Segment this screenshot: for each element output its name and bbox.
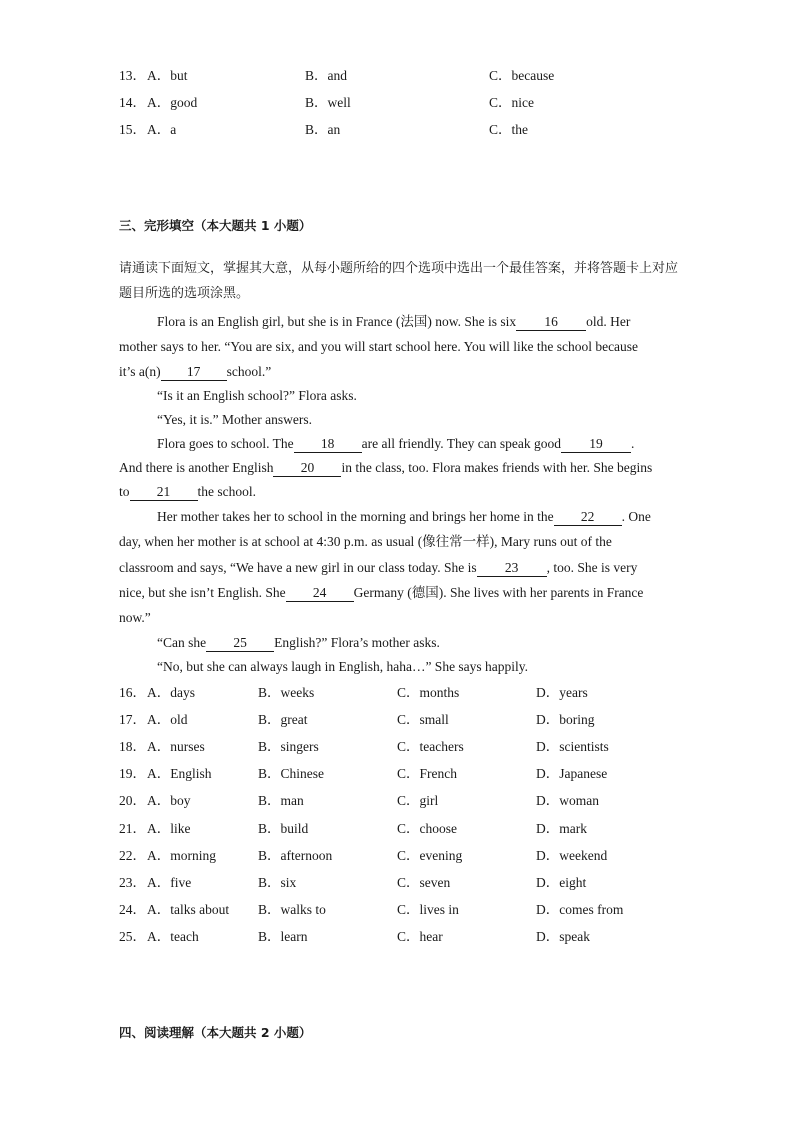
passage-line: “Is it an English school?” Flora asks.: [157, 388, 357, 403]
passage-line: to 21 the school.: [119, 484, 257, 499]
option-d: D．mark: [536, 820, 587, 836]
passage-line: it’s a(n) 17 school.”: [119, 364, 272, 379]
section-heading-reading: 四、阅读理解（本大题共 2 小题）: [119, 1025, 312, 1040]
question-number: 16．: [119, 685, 146, 700]
option-b: B．great: [258, 712, 308, 728]
option-row-14: [119, 94, 579, 112]
option-b: B．man: [258, 793, 304, 809]
option-d: D．speak: [536, 928, 590, 944]
option-c: C．teachers: [397, 739, 464, 755]
question-number: 25．: [119, 928, 146, 944]
option-c: C．because: [489, 68, 555, 83]
option-a: A．teach: [147, 928, 199, 944]
passage-line: Flora is an English girl, but she is in France (法国) now. She is six 16 old. Her: [157, 314, 631, 329]
option-row-24: [119, 901, 679, 919]
passage-line: Her mother takes her to school in the morning and brings her home in the 22 . One: [157, 509, 651, 524]
option-a: A．good: [147, 95, 198, 110]
option-a: A．a: [147, 122, 177, 137]
passage-line: classroom and says, “We have a new girl in our class today. She is 23 , too. She is very: [119, 560, 638, 575]
option-a: A．but: [147, 68, 188, 83]
option-a: A．days: [147, 685, 195, 700]
blank-18: 18: [294, 436, 362, 453]
option-b: B．walks to: [258, 901, 326, 917]
option-row-19: [119, 765, 679, 783]
option-row-25: [119, 928, 679, 946]
option-row-21: [119, 820, 679, 838]
option-b: B．Chinese: [258, 766, 324, 782]
question-number: 21．: [119, 820, 146, 836]
option-c: C．the: [489, 122, 528, 137]
passage-line: now.”: [119, 610, 151, 625]
question-number: 14．: [119, 95, 146, 110]
option-row-15: [119, 121, 579, 139]
option-row-18: [119, 738, 679, 756]
option-row-23: [119, 874, 679, 892]
option-b: B．weeks: [258, 685, 315, 700]
blank-22: 22: [554, 509, 622, 526]
option-b: B．build: [258, 820, 309, 836]
option-d: D．Japanese: [536, 766, 608, 782]
passage-line: Flora goes to school. The 18 are all friendly. They can speak good 19 .: [157, 436, 635, 451]
option-a: A．like: [147, 820, 191, 836]
cloze-instruction: 请通读下面短文，掌握其大意，从每小题所给的四个选项中选出一个最佳答案，并将答题卡上对应题目所选的选项涂黑。: [119, 261, 679, 301]
blank-19: 19: [561, 436, 631, 453]
blank-17: 17: [161, 364, 227, 381]
option-a: A．old: [147, 712, 188, 728]
passage-line: “Can she 25 English?” Flora’s mother asks.: [157, 635, 440, 650]
option-c: C．French: [397, 766, 457, 782]
option-row-13: [119, 67, 579, 85]
question-number: 23．: [119, 874, 146, 890]
question-number: 18．: [119, 739, 146, 755]
option-a: A．morning: [147, 847, 216, 863]
question-number: 13．: [119, 68, 146, 83]
option-b: B．singers: [258, 739, 319, 755]
option-c: C．small: [397, 712, 449, 728]
blank-23: 23: [477, 560, 547, 577]
blank-25: 25: [206, 635, 274, 652]
option-a: A．talks about: [147, 901, 230, 917]
option-row-20: [119, 792, 679, 810]
option-c: C．choose: [397, 820, 457, 836]
question-number: 19．: [119, 766, 146, 782]
question-number: 20．: [119, 793, 146, 809]
option-row-22: [119, 847, 679, 865]
option-c: C．lives in: [397, 901, 459, 917]
section-heading-cloze: 三、完形填空（本大题共 1 小题）: [119, 218, 312, 233]
option-c: C．seven: [397, 874, 451, 890]
passage-line: “No, but she can always laugh in English, haha…” She says happily.: [157, 659, 529, 674]
option-a: A．five: [147, 874, 192, 890]
option-d: D．weekend: [536, 847, 608, 863]
blank-20: 20: [273, 460, 341, 477]
passage-line: And there is another English 20 in the class, too. Flora makes friends with her. She begins: [119, 460, 653, 475]
option-c: C．hear: [397, 928, 443, 944]
option-d: D．eight: [536, 874, 587, 890]
option-d: D．scientists: [536, 739, 609, 755]
passage-line: day, when her mother is at school at 4:30 p.m. as usual (像往常一样), Mary runs out of the: [119, 534, 612, 549]
option-b: B．well: [305, 95, 351, 110]
question-number: 22．: [119, 847, 146, 863]
blank-24: 24: [286, 585, 354, 602]
option-b: B．six: [258, 874, 297, 890]
option-d: D．woman: [536, 793, 599, 809]
option-b: B．and: [305, 68, 347, 83]
option-c: C．evening: [397, 847, 463, 863]
option-d: D．years: [536, 685, 588, 700]
passage-line: nice, but she isn’t English. She 24 Germany (德国). She lives with her parents in France: [119, 585, 644, 600]
option-b: B．an: [305, 122, 341, 137]
option-a: A．English: [147, 766, 212, 782]
option-row-17: [119, 711, 679, 729]
option-a: A．nurses: [147, 739, 205, 755]
option-row-16: [119, 684, 679, 702]
option-c: C．months: [397, 685, 460, 700]
option-b: B．afternoon: [258, 847, 333, 863]
option-c: C．nice: [489, 95, 534, 110]
option-d: D．comes from: [536, 901, 624, 917]
option-b: B．learn: [258, 928, 308, 944]
passage-line: mother says to her. “You are six, and you will start school here. You will like the school because: [119, 339, 639, 354]
question-number: 17．: [119, 712, 146, 728]
blank-16: 16: [516, 314, 586, 331]
option-d: D．boring: [536, 712, 595, 728]
question-number: 15．: [119, 122, 146, 137]
blank-21: 21: [130, 484, 198, 501]
option-c: C．girl: [397, 793, 439, 809]
question-number: 24．: [119, 901, 146, 917]
passage-line: “Yes, it is.” Mother answers.: [157, 412, 312, 427]
option-a: A．boy: [147, 793, 191, 809]
